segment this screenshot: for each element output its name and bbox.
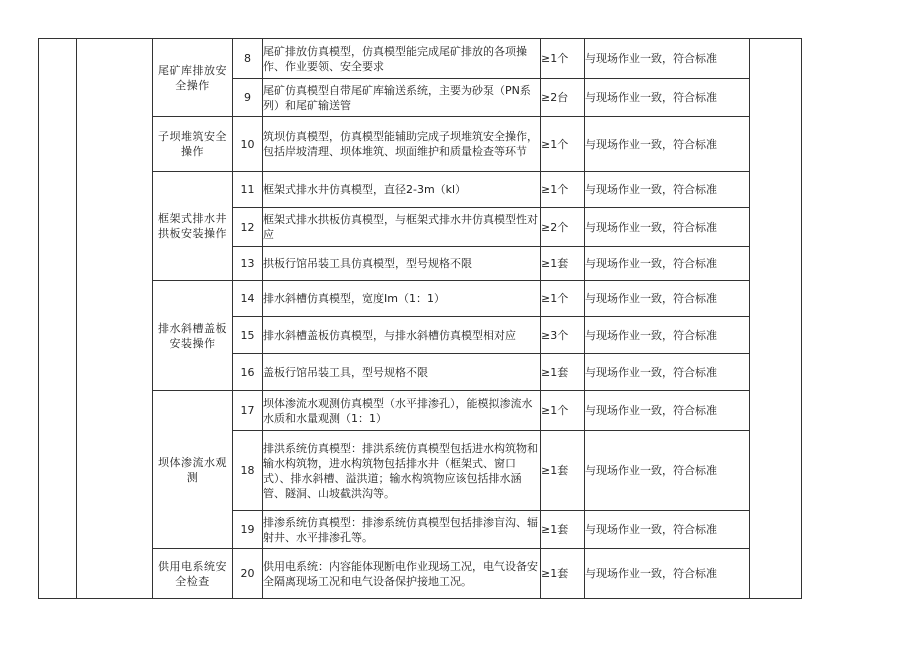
row-number: 13: [233, 247, 263, 281]
table-row: [39, 172, 802, 208]
category-cell: 排水斜槽盖板安装操作: [153, 281, 233, 391]
row-quantity: ≥1套: [541, 431, 585, 511]
category-cell: 供用电系统安全检查: [153, 549, 233, 599]
row-number: 17: [233, 391, 263, 431]
row-description: 供用电系统：内容能体现断电作业现场工况，电气设备安全隔离现场工况和电气设备保护接地工况。: [263, 549, 541, 599]
row-number: 9: [233, 79, 263, 117]
row-standard: 与现场作业一致，符合标准: [585, 117, 750, 172]
row-quantity: ≥1套: [541, 549, 585, 599]
row-standard: 与现场作业一致，符合标准: [585, 247, 750, 281]
table-row: [39, 281, 802, 317]
row-quantity: ≥1个: [541, 281, 585, 317]
category-cell: 坝体渗流水观测: [153, 391, 233, 549]
row-quantity: ≥2个: [541, 208, 585, 247]
row-quantity: ≥1个: [541, 39, 585, 79]
row-description: 排水斜槽仿真模型，宽度Im（1：1）: [263, 281, 541, 317]
row-standard: 与现场作业一致，符合标准: [585, 172, 750, 208]
row-description: 坝体渗流水观测仿真模型（水平排渗孔），能模拟渗流水水质和水量观测（1：1）: [263, 391, 541, 431]
row-number: 19: [233, 511, 263, 549]
category-cell: 尾矿库排放安全操作: [153, 39, 233, 117]
row-description: 拱板行馆吊装工具仿真模型，型号规格不限: [263, 247, 541, 281]
row-standard: 与现场作业一致，符合标准: [585, 39, 750, 79]
row-standard: 与现场作业一致，符合标准: [585, 281, 750, 317]
equipment-table: [38, 38, 802, 599]
row-standard: 与现场作业一致，符合标准: [585, 549, 750, 599]
table-row: [39, 39, 802, 79]
row-number: 14: [233, 281, 263, 317]
table-row: [39, 117, 802, 172]
row-number: 18: [233, 431, 263, 511]
row-number: 16: [233, 354, 263, 391]
row-quantity: ≥1套: [541, 354, 585, 391]
row-number: 11: [233, 172, 263, 208]
row-number: 12: [233, 208, 263, 247]
row-standard: 与现场作业一致，符合标准: [585, 79, 750, 117]
row-description: 筑坝仿真模型，仿真模型能辅助完成子坝堆筑安全操作，包括岸坡清理、坝体堆筑、坝面维护和质量检查等环节: [263, 117, 541, 172]
row-number: 8: [233, 39, 263, 79]
row-number: 10: [233, 117, 263, 172]
category-cell: 子坝堆筑安全操作: [153, 117, 233, 172]
row-description: 排洪系统仿真模型：排洪系统仿真模型包括进水构筑物和输水构筑物，进水构筑物包括排水井（框架式、窗口式）、排水斜槽、溢洪道；输水构筑物应该包括排水涵管、隧洞、山坡截洪沟等。: [263, 431, 541, 511]
row-quantity: ≥3个: [541, 317, 585, 354]
row-standard: 与现场作业一致，符合标准: [585, 354, 750, 391]
row-standard: 与现场作业一致，符合标准: [585, 511, 750, 549]
category-cell: 框架式排水井拱板安装操作: [153, 172, 233, 281]
row-standard: 与现场作业一致，符合标准: [585, 431, 750, 511]
row-number: 15: [233, 317, 263, 354]
row-description: 盖板行馆吊装工具，型号规格不限: [263, 354, 541, 391]
blank-column-last: [750, 39, 802, 599]
row-quantity: ≥2台: [541, 79, 585, 117]
row-description: 尾矿排放仿真模型，仿真模型能完成尾矿排放的各项操作、作业要领、安全要求: [263, 39, 541, 79]
blank-column-2: [77, 39, 153, 599]
row-description: 框架式排水井仿真模型，直径2-3m（kl）: [263, 172, 541, 208]
row-quantity: ≥1个: [541, 391, 585, 431]
row-quantity: ≥1套: [541, 247, 585, 281]
row-quantity: ≥1套: [541, 511, 585, 549]
row-number: 20: [233, 549, 263, 599]
row-description: 尾矿仿真模型自带尾矿库输送系统，主要为砂泵（PN系列）和尾矿输送管: [263, 79, 541, 117]
blank-column-1: [39, 39, 77, 599]
row-standard: 与现场作业一致，符合标准: [585, 317, 750, 354]
row-quantity: ≥1个: [541, 172, 585, 208]
row-standard: 与现场作业一致，符合标准: [585, 391, 750, 431]
row-quantity: ≥1个: [541, 117, 585, 172]
table-row: [39, 549, 802, 599]
table-row: [39, 391, 802, 431]
row-description: 排水斜槽盖板仿真模型，与排水斜槽仿真模型相对应: [263, 317, 541, 354]
row-description: 框架式排水拱板仿真模型，与框架式排水井仿真模型性对应: [263, 208, 541, 247]
row-description: 排渗系统仿真模型：排渗系统仿真模型包括排渗盲沟、辐射井、水平排渗孔等。: [263, 511, 541, 549]
row-standard: 与现场作业一致，符合标准: [585, 208, 750, 247]
